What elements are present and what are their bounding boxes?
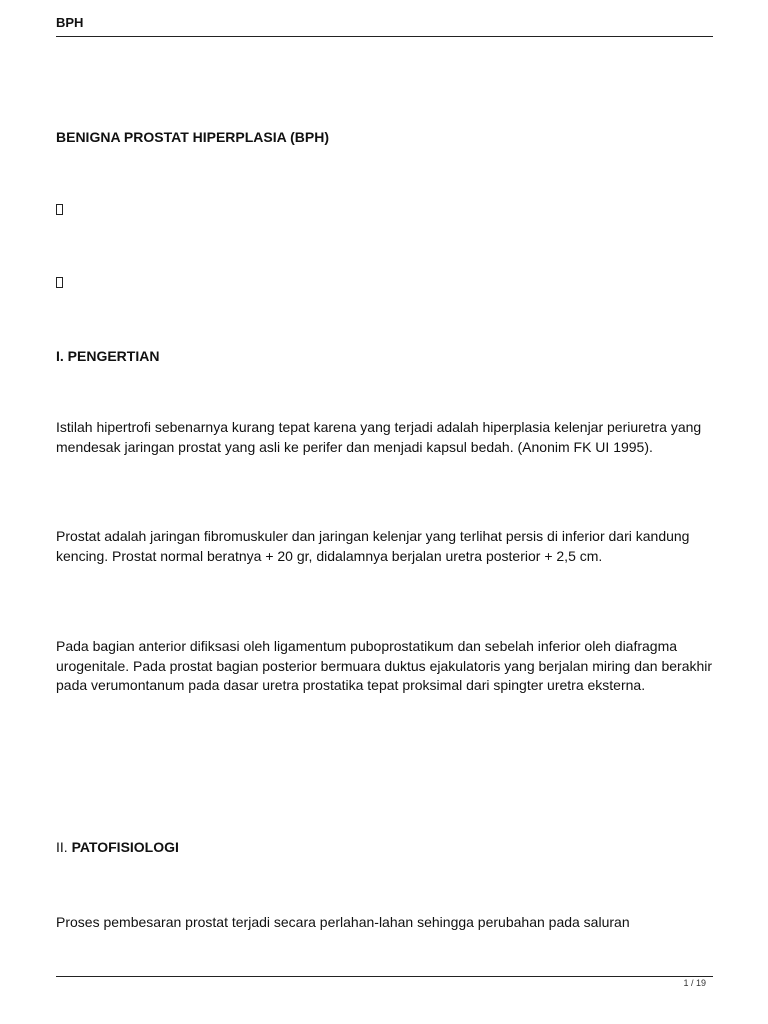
running-header-title: BPH: [56, 15, 84, 30]
document-title: BENIGNA PROSTAT HIPERPLASIA (BPH): [56, 129, 330, 145]
paragraph-patofisiologi: Proses pembesaran prostat terjadi secara perlahan-lahan sehingga perubahan pada saluran: [56, 914, 630, 930]
header-divider: [56, 36, 713, 37]
missing-glyph-icon: [56, 204, 63, 215]
missing-glyph-icon: [56, 277, 63, 288]
page-number: 1 / 19: [683, 978, 706, 988]
section-heading-label: PATOFISIOLOGI: [71, 839, 179, 855]
section-heading-pengertian: I. PENGERTIAN: [56, 348, 160, 364]
paragraph-prostate-description: Prostat adalah jaringan fibromuskuler dan jaringan kelenjar yang terlihat persis di inferior dari kandung kencing. Prostat normal beratnya + 20 gr, didalamnya berjalan uretra posterior + 2,5 cm.: [56, 528, 690, 564]
section-heading-patofisiologi: [56, 838, 716, 858]
paragraph-definition: Istilah hipertrofi sebenarnya kurang tepat karena yang terjadi adalah hiperplasia kelenjar periuretra yang mendesak jaringan prostat yang asli ke perifer dan menjadi kapsul bedah. (Anonim FK UI 1995).: [56, 419, 702, 455]
footer-divider: [56, 976, 713, 977]
paragraph-anatomy: Pada bagian anterior difiksasi oleh ligamentum puboprostatikum dan sebelah inferior oleh diafragma urogenitale. Pada prostat bagian posterior bermuara duktus ejakulatoris yang berjalan miring dan berakhir pada verumontanum pada dasar uretra prostatika tepat proksimal dari spingter uretra eksterna.: [56, 638, 713, 693]
section-number: II.: [56, 839, 72, 855]
